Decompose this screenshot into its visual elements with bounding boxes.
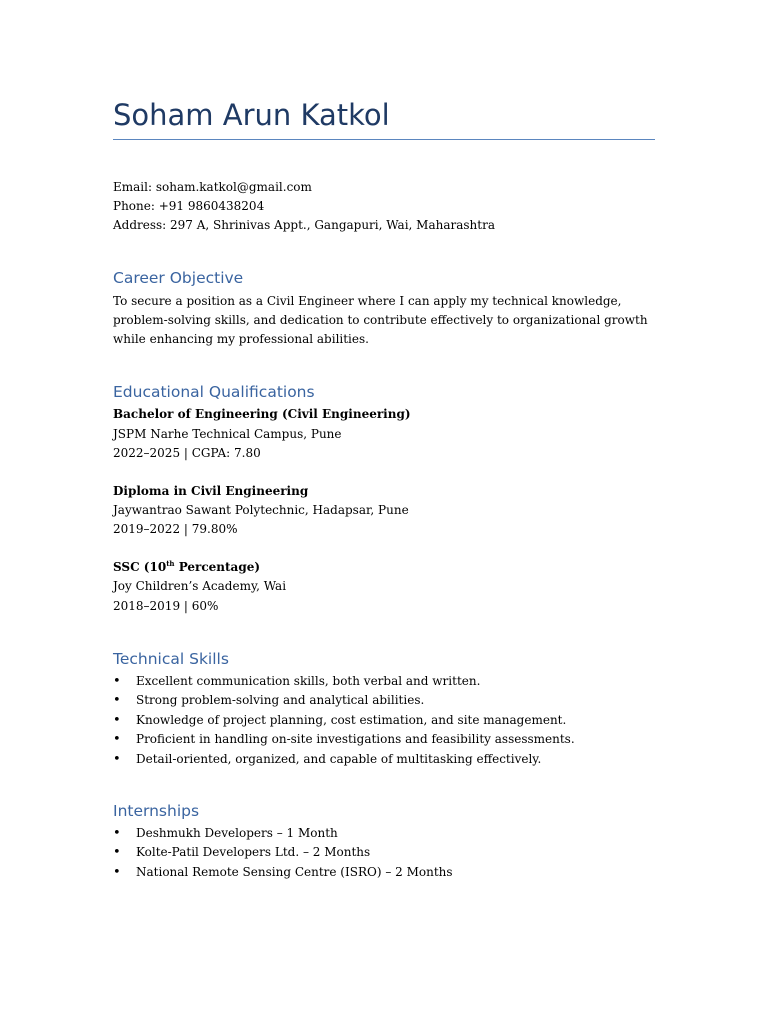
- internship-text: Kolte-Patil Developers Ltd. – 2 Months: [136, 845, 371, 860]
- degree-prefix: SSC (10: [113, 560, 167, 574]
- contact-phone: Phone: +91 9860438204: [113, 199, 265, 213]
- education-heading: Educational Qualifications: [113, 383, 315, 401]
- contact-address: Address: 297 A, Shrinivas Appt., Gangapuri, Wai, Maharashtra: [113, 218, 495, 232]
- career-objective-line: To secure a position as a Civil Engineer where I can apply my technical knowledge,: [113, 294, 622, 308]
- education-institution: Joy Children’s Academy, Wai: [113, 579, 287, 593]
- name-underline-divider: [113, 139, 655, 140]
- degree-suffix: Percentage): [174, 560, 261, 574]
- internship-text: National Remote Sensing Centre (ISRO) – 2 Months: [136, 864, 453, 879]
- bullet-icon: •: [113, 845, 121, 861]
- career-objective-heading: Career Objective: [113, 269, 244, 287]
- internships-heading: Internships: [113, 802, 200, 820]
- bullet-icon: •: [113, 674, 121, 689]
- candidate-name: Soham Arun Katkol: [113, 98, 390, 132]
- bullet-icon: •: [113, 712, 121, 728]
- career-objective-line: while enhancing my professional abilities.: [113, 332, 369, 346]
- technical-skills-heading: Technical Skills: [113, 650, 229, 668]
- ordinal-superscript: th: [166, 559, 175, 568]
- bullet-icon: •: [113, 732, 121, 748]
- education-details: 2019–2022 | 79.80%: [113, 522, 238, 536]
- skill-text: Knowledge of project planning, cost estimation, and site management.: [136, 712, 567, 727]
- education-details: 2022–2025 | CGPA: 7.80: [113, 446, 261, 460]
- education-details: 2018–2019 | 60%: [113, 599, 219, 613]
- education-institution: Jaywantrao Sawant Polytechnic, Hadapsar, Pune: [113, 503, 409, 517]
- skill-text: Strong problem-solving and analytical abilities.: [136, 693, 425, 708]
- education-degree: [113, 558, 260, 577]
- contact-email: Email: soham.katkol@gmail.com: [113, 180, 312, 194]
- bullet-icon: •: [113, 693, 121, 709]
- education-degree: Bachelor of Engineering (Civil Engineering): [113, 407, 411, 421]
- education-institution: JSPM Narhe Technical Campus, Pune: [113, 427, 342, 441]
- skill-text: Detail-oriented, organized, and capable of multitasking effectively.: [136, 751, 542, 766]
- bullet-icon: •: [113, 751, 121, 767]
- education-degree: Diploma in Civil Engineering: [113, 484, 309, 498]
- internship-text: Deshmukh Developers – 1 Month: [136, 826, 338, 840]
- skill-text: Excellent communication skills, both verbal and written.: [136, 674, 481, 688]
- skill-text: Proficient in handling on-site investigations and feasibility assessments.: [136, 732, 575, 747]
- bullet-icon: •: [113, 826, 121, 841]
- bullet-icon: •: [113, 864, 121, 880]
- career-objective-line: problem-solving skills, and dedication to contribute effectively to organizational growth: [113, 313, 648, 327]
